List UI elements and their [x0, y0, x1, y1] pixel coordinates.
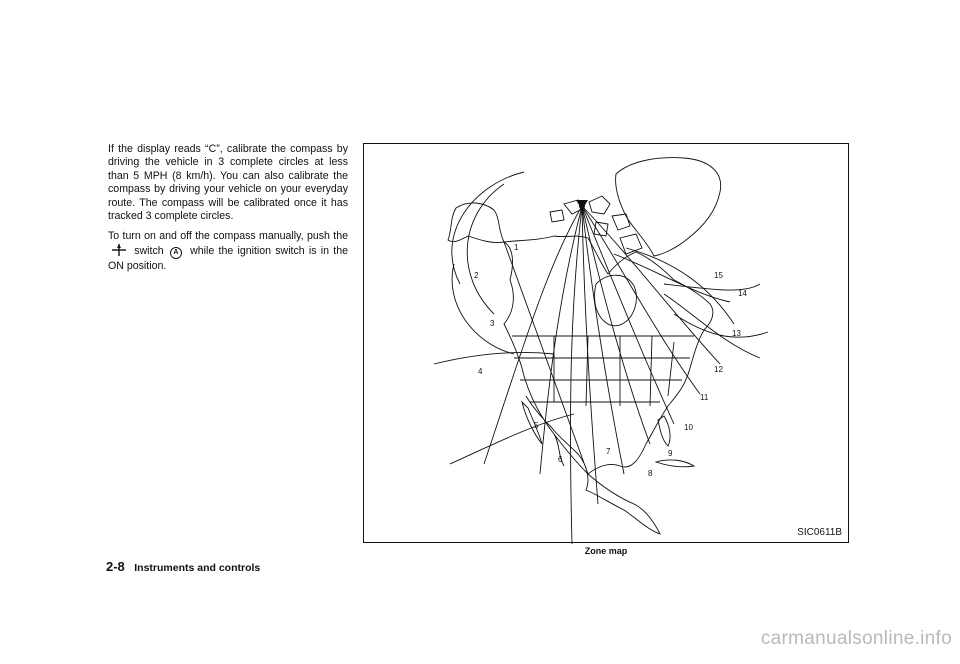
paragraph-manual-toggle [108, 230, 348, 273]
body-text [108, 143, 348, 281]
zone-label: 2 [474, 271, 479, 280]
zone-label: 15 [714, 271, 723, 280]
zone-label: 7 [606, 447, 611, 456]
page-number: 2-8 [106, 559, 125, 574]
zone-label: 9 [668, 449, 673, 458]
paragraph-part: switch [134, 244, 164, 257]
zone-label: 13 [732, 329, 741, 338]
zone-label: 12 [714, 365, 723, 374]
zone-label: 4 [478, 367, 483, 376]
zone-label: 14 [738, 289, 747, 298]
zone-map-illustration [364, 144, 850, 544]
zone-label: 1 [514, 243, 519, 252]
section-title: Instruments and controls [134, 562, 261, 574]
zone-label: 3 [490, 319, 495, 328]
zone-label: 8 [648, 469, 653, 478]
paragraph-part: while the ignition switch is in the ON position. [108, 244, 348, 273]
compass-icon [111, 244, 127, 260]
zone-label: 11 [700, 393, 709, 402]
zone-map-figure [363, 143, 849, 543]
zone-label: 5 [534, 421, 539, 430]
figure-caption: Zone map [584, 546, 628, 556]
figure-code: SIC0611B [797, 527, 842, 538]
zone-label: 10 [684, 423, 693, 432]
paragraph-calibration: If the display reads “C”, calibrate the compass by driving the vehicle in 3 complete circles at less than 5 MPH (8 km/h). You can also calibrate the compass by driving your vehicle on your everyday route. The compass will be calibrated once it has tracked 3 complete circles. [108, 143, 348, 223]
zone-label: 6 [558, 455, 563, 464]
watermark: carmanualsonline.info [760, 628, 952, 649]
paragraph-part: To turn on and off the compass manually, push the [108, 230, 348, 243]
page-footer [106, 558, 260, 576]
callout-marker: A [170, 247, 182, 259]
